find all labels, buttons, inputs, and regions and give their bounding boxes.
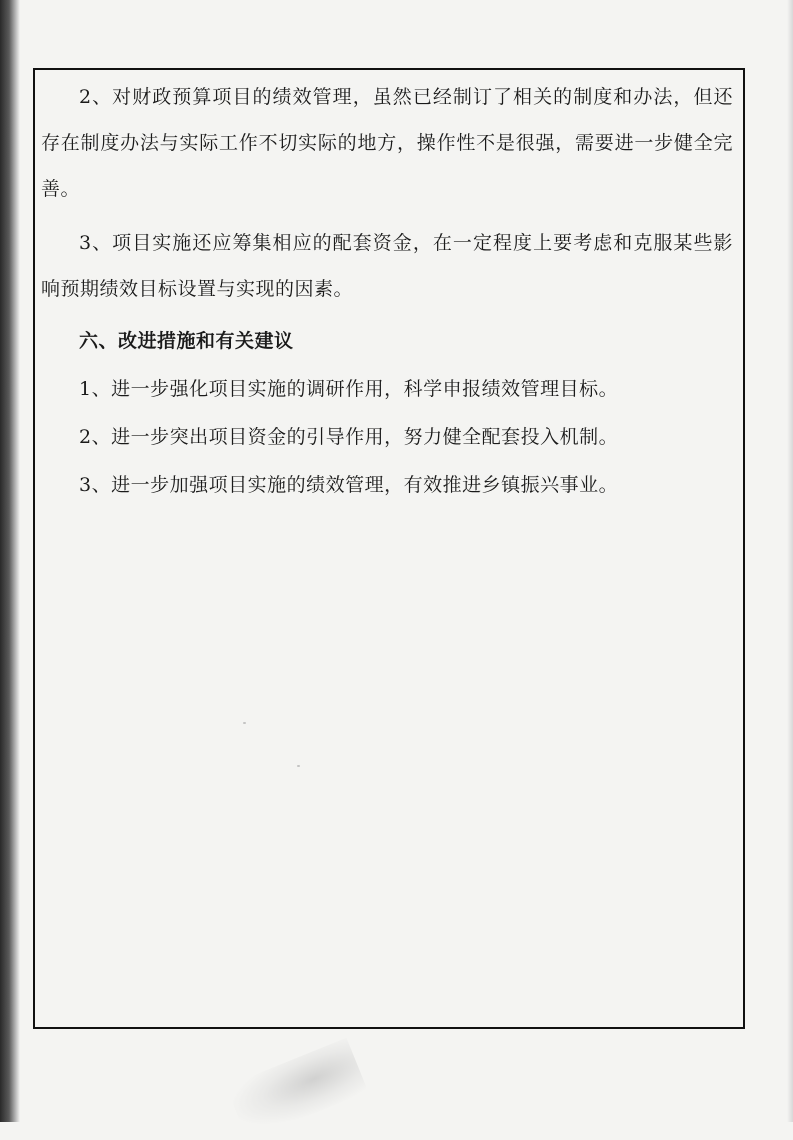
- paragraph-budget-management: 2、对财政预算项目的绩效管理，虽然已经制订了相关的制度和办法，但还存在制度办法与实际工作不切实际的地方，操作性不是很强，需要进一步健全完善。: [41, 86, 733, 200]
- suggestion-item-3: 3、进一步加强项目实施的绩效管理，有效推进乡镇振兴事业。: [79, 474, 619, 496]
- suggestion-item-2: 2、进一步突出项目资金的引导作用，努力健全配套投入机制。: [79, 426, 619, 448]
- document-frame: [33, 68, 745, 1029]
- scan-speck: [243, 722, 246, 724]
- suggestion-item-1: 1、进一步强化项目实施的调研作用，科学申报绩效管理目标。: [79, 378, 619, 400]
- document-body: [41, 74, 733, 512]
- scan-binding-edge: [0, 0, 20, 1122]
- scan-speck: [297, 765, 300, 767]
- scan-right-edge: [787, 0, 793, 1122]
- scan-smudge: [226, 1038, 368, 1140]
- section-heading: 六、改进措施和有关建议: [79, 330, 294, 352]
- paragraph-matching-funds: 3、项目实施还应筹集相应的配套资金，在一定程度上要考虑和克服某些影响预期绩效目标设置与实现的因素。: [41, 232, 733, 300]
